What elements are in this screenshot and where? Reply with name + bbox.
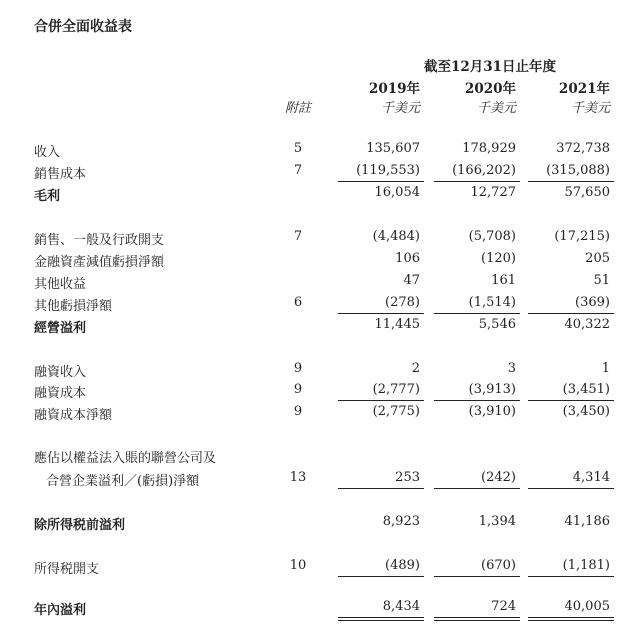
row-label: 合營企業溢利／(虧損)淨額 <box>46 474 200 489</box>
row-note: 9 <box>293 382 303 397</box>
value-2019: 8,923 <box>382 514 420 529</box>
row-operating-profit <box>0 317 636 337</box>
double-underline <box>528 617 614 621</box>
row-label: 金融資產減值虧損淨額 <box>34 255 165 270</box>
value-2021: (369) <box>575 295 610 310</box>
row-note: 10 <box>289 558 307 573</box>
unit-header-2021: 千美元 <box>570 101 610 116</box>
value-2019: (278) <box>385 295 420 310</box>
value-2020: (242) <box>481 470 516 485</box>
value-2021: 51 <box>593 273 610 288</box>
underline <box>434 400 520 401</box>
value-2019: 135,607 <box>366 141 420 156</box>
value-2021: (17,215) <box>554 229 610 244</box>
value-2020: (166,202) <box>452 163 516 178</box>
value-2020: (3,913) <box>468 382 516 397</box>
row-label: 融資成本 <box>34 386 87 401</box>
value-2019: 8,434 <box>382 599 420 614</box>
row-finance-costs-net <box>0 404 636 424</box>
value-2019: (119,553) <box>356 163 420 178</box>
row-finance-income <box>0 361 636 381</box>
value-2021: 1 <box>601 361 610 376</box>
row-note: 7 <box>293 229 303 244</box>
row-sga-expenses <box>0 229 636 249</box>
row-note: 13 <box>289 470 307 485</box>
underline <box>434 181 520 182</box>
underline <box>338 576 424 577</box>
value-2021: 40,005 <box>564 599 610 614</box>
row-label: 應佔以權益法入賬的聯營公司及 <box>34 451 217 466</box>
row-label: 融資成本淨額 <box>34 408 113 423</box>
value-2020: (670) <box>481 558 516 573</box>
row-label: 融資收入 <box>34 365 87 380</box>
underline <box>528 488 614 489</box>
value-2021: 205 <box>585 251 610 266</box>
row-other-losses <box>0 295 636 315</box>
value-2020: 161 <box>491 273 516 288</box>
underline <box>338 313 424 314</box>
row-label: 毛利 <box>34 189 61 204</box>
underline <box>434 576 520 577</box>
row-label: 銷售成本 <box>34 167 87 182</box>
row-note: 7 <box>293 163 303 178</box>
row-note: 6 <box>293 295 303 310</box>
value-2020: (1,514) <box>468 295 516 310</box>
unit-header-2019: 千美元 <box>380 101 420 116</box>
value-2019: 47 <box>403 273 420 288</box>
value-2019: 16,054 <box>374 185 420 200</box>
value-2021: 57,650 <box>564 185 610 200</box>
underline <box>338 400 424 401</box>
value-2019: (4,484) <box>372 229 420 244</box>
value-2019: (2,775) <box>372 404 420 419</box>
underline <box>338 488 424 489</box>
value-2020: 724 <box>491 599 516 614</box>
value-2021: 372,738 <box>556 141 610 156</box>
row-label: 其他收益 <box>34 277 87 292</box>
row-profit-before-tax <box>0 514 636 534</box>
statement-title: 合併全面收益表 <box>34 19 132 35</box>
row-label: 其他虧損淨額 <box>34 299 113 314</box>
note-header: 附註 <box>285 101 312 116</box>
year-header-2021: 2021年 <box>558 81 610 97</box>
underline <box>528 313 614 314</box>
value-2019: 2 <box>411 361 420 376</box>
row-label: 所得税開支 <box>34 562 100 577</box>
row-income-tax <box>0 558 636 578</box>
double-underline <box>338 617 424 621</box>
underline <box>528 181 614 182</box>
underline <box>434 313 520 314</box>
value-2021: (3,450) <box>562 404 610 419</box>
value-2021: 4,314 <box>572 470 610 485</box>
value-2020: (3,910) <box>468 404 516 419</box>
row-other-income <box>0 273 636 293</box>
row-revenue <box>0 141 636 161</box>
row-label: 收入 <box>34 145 61 160</box>
row-cost-of-sales <box>0 163 636 183</box>
row-gross-profit <box>0 185 636 205</box>
period-header: 截至12月31日止年度 <box>423 59 557 75</box>
row-impairment-losses <box>0 251 636 271</box>
value-2020: 5,546 <box>478 317 516 332</box>
underline <box>528 400 614 401</box>
row-note: 5 <box>293 141 303 156</box>
row-note: 9 <box>293 404 303 419</box>
value-2020: (5,708) <box>468 229 516 244</box>
row-label: 年內溢利 <box>34 603 87 618</box>
underline <box>434 488 520 489</box>
row-label: 經營溢利 <box>34 321 87 336</box>
value-2020: (120) <box>481 251 516 266</box>
underline <box>338 181 424 182</box>
row-note: 9 <box>293 361 303 376</box>
value-2021: (3,451) <box>562 382 610 397</box>
value-2020: 3 <box>507 361 516 376</box>
row-share-of-associates-line1 <box>0 447 636 467</box>
value-2021: (315,088) <box>546 163 610 178</box>
unit-header-2020: 千美元 <box>476 101 516 116</box>
value-2019: (2,777) <box>372 382 420 397</box>
double-underline <box>434 617 520 621</box>
value-2019: 106 <box>395 251 420 266</box>
row-profit-for-year <box>0 599 636 619</box>
value-2020: 178,929 <box>462 141 516 156</box>
row-label: 銷售、一般及行政開支 <box>34 233 165 248</box>
year-header-2019: 2019年 <box>368 81 420 97</box>
value-2021: (1,181) <box>562 558 610 573</box>
value-2021: 41,186 <box>564 514 610 529</box>
value-2020: 1,394 <box>478 514 516 529</box>
value-2019: (489) <box>385 558 420 573</box>
row-label: 除所得税前溢利 <box>34 518 126 533</box>
row-finance-costs <box>0 382 636 402</box>
value-2019: 253 <box>395 470 420 485</box>
underline <box>528 576 614 577</box>
value-2020: 12,727 <box>470 185 516 200</box>
value-2021: 40,322 <box>564 317 610 332</box>
value-2019: 11,445 <box>374 317 420 332</box>
year-header-2020: 2020年 <box>464 81 516 97</box>
row-share-of-associates <box>0 470 636 490</box>
